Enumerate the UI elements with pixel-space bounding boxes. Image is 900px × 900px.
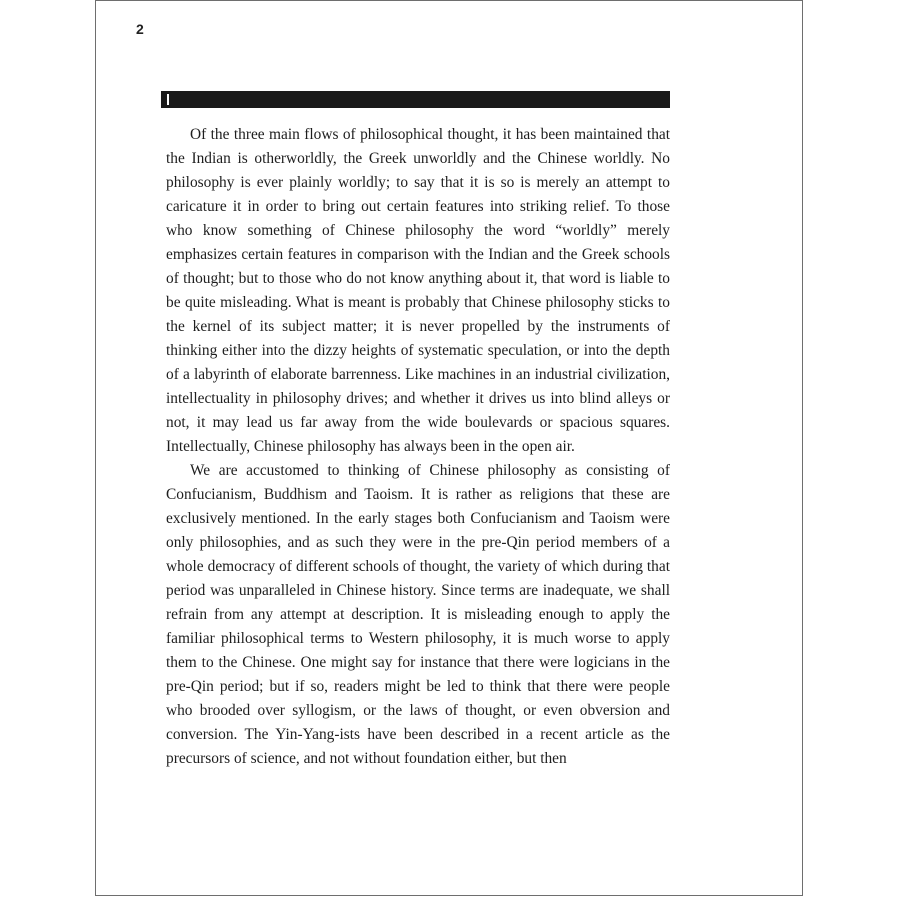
page-number: 2	[136, 21, 144, 37]
body-text	[166, 123, 670, 771]
book-page	[95, 0, 803, 896]
paragraph: Of the three main flows of philosophical thought, it has been maintained that the Indian is otherworldly, the Greek unworldly and the Chinese worldly. No philosophy is ever plainly worldly; to say that it is so is merely an attempt to caricature it in order to bring out certain features into striking relief. To those who know something of Chinese philosophy the word “worldly” merely emphasizes certain features in comparison with the Indian and the Greek schools of thought; but to those who do not know anything about it, that word is liable to be quite misleading. What is meant is probably that Chinese philosophy sticks to the kernel of its subject matter; it is never propelled by the instruments of thinking either into the dizzy heights of systematic speculation, or into the depth of a labyrinth of elaborate barrenness. Like machines in an industrial civilization, intellectuality in philosophy drives; and whether it drives us into blind alleys or not, it may lead us far away from the wide boulevards or spacious squares. Intellectually, Chinese philosophy has always been in the open air.	[166, 126, 670, 455]
section-header-bar	[161, 91, 670, 108]
section-marker	[167, 94, 169, 105]
paragraph: We are accustomed to thinking of Chinese philosophy as consisting of Confucianism, Buddhism and Taoism. It is rather as religions that these are exclusively mentioned. In the early stages both Confucianism and Taoism were only philosophies, and as such they were in the pre-Qin period members of a whole democracy of different schools of thought, the variety of which during that period was unparalleled in Chinese history. Since terms are inadequate, we shall refrain from any attempt at description. It is misleading enough to apply the familiar philosophical terms to Western philosophy, it is much worse to apply them to the Chinese. One might say for instance that there were logicians in the pre-Qin period; but if so, readers might be led to think that there were people who brooded over syllogism, or the laws of thought, or even obversion and conversion. The Yin-Yang-ists have been described in a recent article as the precursors of science, and not without foundation either, but then	[166, 462, 670, 767]
